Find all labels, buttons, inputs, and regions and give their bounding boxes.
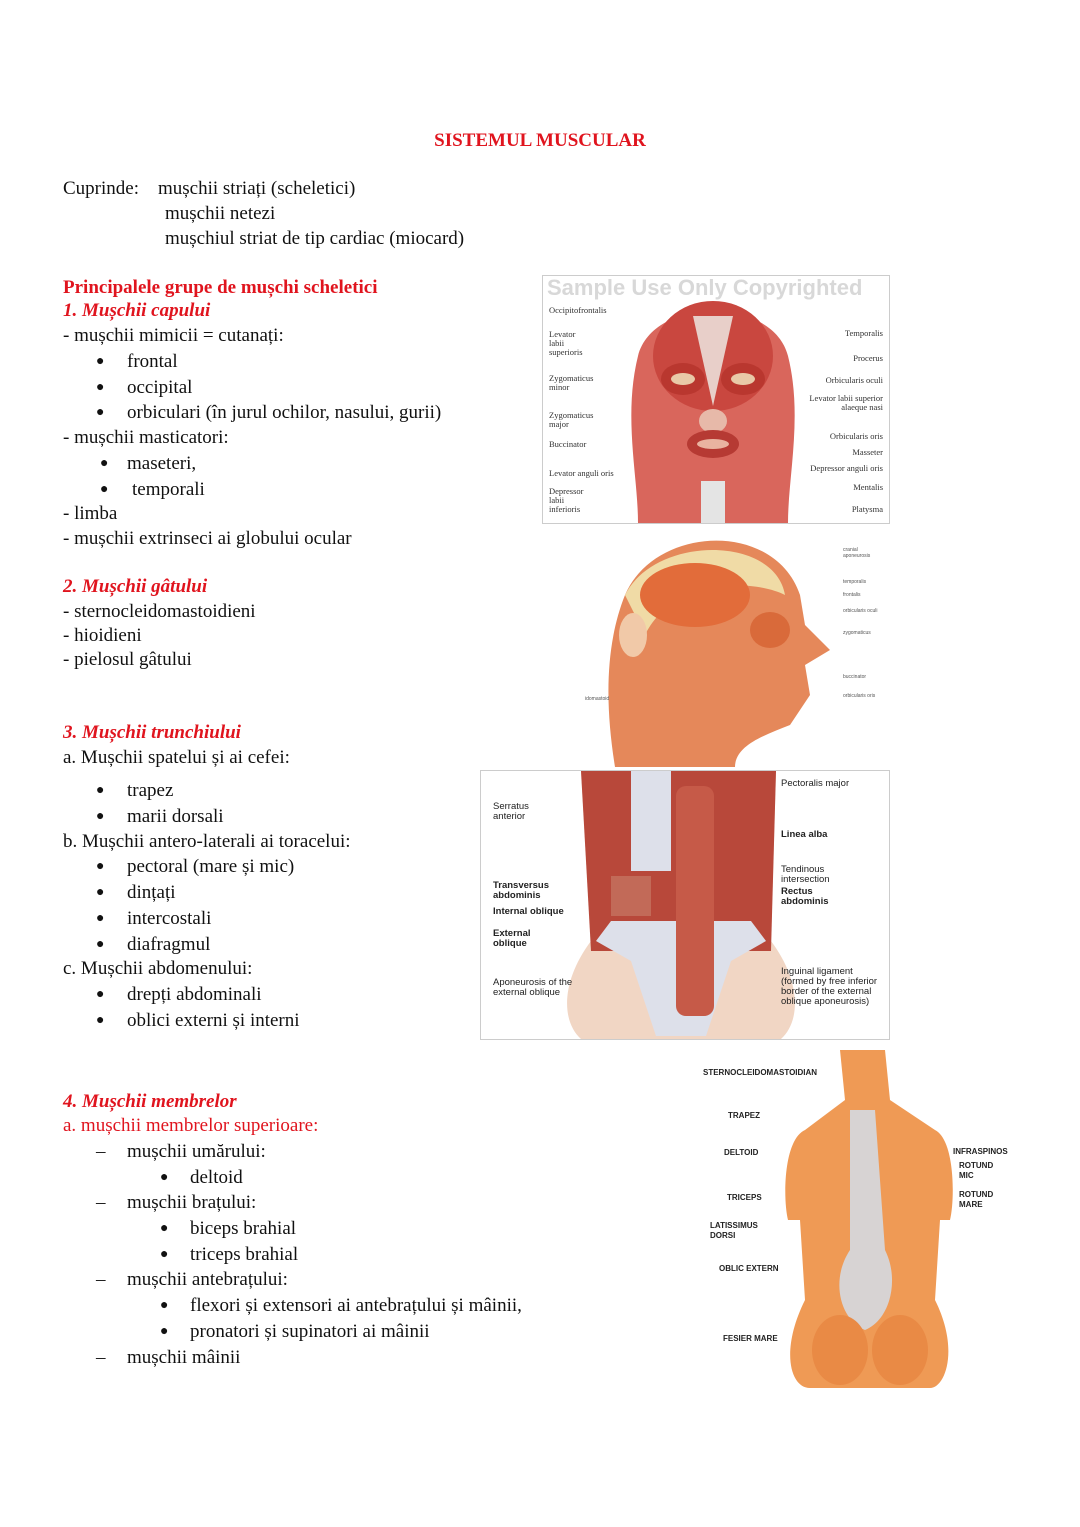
list-heading: - mușchii masticatori: — [63, 427, 229, 448]
figure-label: INFRASPINOS — [953, 1147, 1008, 1156]
face-muscles-figure — [542, 275, 890, 524]
figure-label: STERNOCLEIDOMASTOIDIAN — [703, 1068, 818, 1077]
list-item: - mușchii extrinseci ai globului ocular — [63, 528, 352, 549]
figure-label: Depressor labii inferioris — [549, 486, 584, 514]
dash-icon: – — [96, 1192, 106, 1213]
bullet-icon: ● — [96, 987, 105, 1002]
head-side-figure — [585, 525, 890, 767]
figure-label: Platysma — [851, 504, 883, 514]
figure-label: Zygomaticus major — [549, 410, 594, 429]
bullet-icon: ● — [160, 1324, 169, 1339]
back-muscles-figure — [700, 1050, 1030, 1388]
figure-label: TRAPEZ — [728, 1111, 760, 1120]
list-item: occipital — [127, 377, 193, 398]
figure-label: Mentalis — [853, 482, 883, 492]
section-heading: 3. Mușchii trunchiului — [63, 722, 241, 743]
dash-icon: – — [96, 1269, 106, 1290]
bullet-icon: ● — [160, 1221, 169, 1236]
figure-label: Levator anguli oris — [549, 468, 614, 478]
list-item: - hioidieni — [63, 625, 142, 646]
bullet-icon: ● — [96, 405, 105, 420]
bullet-icon: ● — [96, 937, 105, 952]
figure-label: OBLIC EXTERN — [719, 1264, 779, 1273]
figure-label: Tendinous intersection — [781, 864, 830, 885]
bullet-icon: ● — [160, 1298, 169, 1313]
figure-label: Rectus abdominis — [781, 886, 829, 907]
bullet-icon: ● — [96, 380, 105, 395]
list-item: mușchii mâinii — [127, 1347, 241, 1368]
figure-label: DELTOID — [724, 1148, 759, 1157]
figure-label: Transversus abdominis — [493, 880, 549, 901]
figure-label: orbicularis oculi — [843, 608, 878, 614]
list-item: dințați — [127, 882, 176, 903]
list-item: - pielosul gâtului — [63, 649, 192, 670]
bullet-icon: ● — [96, 1013, 105, 1028]
list-item: deltoid — [190, 1167, 243, 1188]
abdomen-muscles-figure — [480, 770, 890, 1040]
figure-label: Linea alba — [781, 829, 828, 840]
bullet-icon: ● — [160, 1247, 169, 1262]
list-item: triceps brahial — [190, 1244, 299, 1265]
list-item: mușchii brațului: — [127, 1192, 257, 1213]
figure-label: ROTUND MIC — [959, 1161, 994, 1180]
bullet-icon: ● — [96, 809, 105, 824]
intro-item: mușchiul striat de tip cardiac (miocard) — [165, 228, 465, 249]
list-item: pronatori și supinatori ai mâinii — [190, 1321, 430, 1342]
figure-label: Depressor anguli oris — [810, 463, 883, 473]
intro-item: mușchii striați (scheletici) — [158, 178, 356, 199]
list-item: - limba — [63, 503, 118, 524]
list-item: marii dorsali — [127, 806, 224, 827]
list-item: biceps brahial — [190, 1218, 297, 1239]
bullet-icon: ● — [100, 456, 109, 471]
list-item: pectoral (mare și mic) — [127, 856, 295, 877]
list-item: drepți abdominali — [127, 984, 262, 1005]
figure-label: Serratus anterior — [493, 801, 529, 822]
figure-label: Pectoralis major — [781, 778, 850, 789]
list-item: mușchii antebrațului: — [127, 1269, 288, 1290]
list-item: mușchii umărului: — [127, 1141, 266, 1162]
figure-label: zygomaticus — [843, 630, 871, 636]
list-item: temporali — [132, 479, 205, 500]
bullet-icon: ● — [160, 1170, 169, 1185]
figure-label: Levator labii superioris — [549, 329, 583, 357]
list-heading: - mușchii mimicii = cutanați: — [63, 325, 284, 346]
list-item: diafragmul — [127, 934, 211, 955]
list-item: orbiculari (în jurul ochilor, nasului, gurii) — [127, 402, 442, 423]
bullet-icon: ● — [96, 859, 105, 874]
figure-label: Orbicularis oculi — [825, 375, 883, 385]
figure-label: Zygomaticus minor — [549, 373, 594, 392]
figure-label: Inguinal ligament (formed by free inferior border of the external oblique aponeurosis) — [781, 966, 878, 1007]
figure-label: orbicularis oris — [843, 693, 876, 699]
section-heading: 1. Mușchii capului — [63, 300, 211, 321]
bullet-icon: ● — [100, 482, 109, 497]
figure-label: idomastoid — [585, 696, 610, 702]
figure-label: Levator labii superior alaeque nasi — [809, 393, 883, 412]
list-item: oblici externi și interni — [127, 1010, 300, 1031]
bullet-icon: ● — [96, 354, 105, 369]
figure-label: FESIER MARE — [723, 1334, 778, 1343]
figure-label: ROTUND MARE — [959, 1190, 994, 1209]
figure-label: External oblique — [493, 928, 531, 949]
section-heading: 2. Mușchii gâtului — [63, 576, 208, 597]
figure-label: buccinator — [843, 674, 867, 680]
figure-label: Procerus — [853, 353, 883, 363]
bullet-icon: ● — [96, 783, 105, 798]
list-item: - sternocleidomastoidieni — [63, 601, 256, 622]
list-heading: c. Mușchii abdomenului: — [63, 958, 253, 979]
figure-label: cranial aponeurosis — [843, 547, 871, 559]
figure-label: LATISSIMUS DORSI — [710, 1221, 758, 1240]
figure-label: Masseter — [852, 447, 883, 457]
bullet-icon: ● — [96, 885, 105, 900]
dash-icon: – — [96, 1347, 106, 1368]
list-item: intercostali — [127, 908, 212, 929]
bullet-icon: ● — [96, 911, 105, 926]
intro-item: mușchii netezi — [165, 203, 276, 224]
figure-label: Aponeurosis of the external oblique — [493, 977, 573, 998]
section-heading: 4. Mușchii membrelor — [63, 1091, 237, 1112]
dash-icon: – — [96, 1141, 106, 1162]
list-item: frontal — [127, 351, 178, 372]
list-heading: b. Mușchii antero-laterali ai toracelui: — [63, 831, 351, 852]
list-item: maseteri, — [127, 453, 197, 474]
page-title: SISTEMUL MUSCULAR — [434, 130, 646, 151]
watermark: Sample Use Only Copyrighted — [547, 275, 863, 300]
figure-label: Orbicularis oris — [829, 431, 883, 441]
figure-label: temporalis — [843, 579, 867, 585]
list-heading: a. Mușchii spatelui și ai cefei: — [63, 747, 290, 768]
figure-label: Buccinator — [549, 439, 587, 449]
figure-label: frontalis — [843, 592, 861, 598]
list-heading: a. mușchii membrelor superioare: — [63, 1115, 319, 1136]
figure-label: Temporalis — [844, 328, 883, 338]
figure-label: TRICEPS — [727, 1193, 762, 1202]
list-item: flexori și extensori ai antebrațului și mâinii, — [190, 1295, 522, 1316]
list-item: trapez — [127, 780, 174, 801]
section-heading: Principalele grupe de mușchi scheletici — [63, 277, 378, 298]
head-side-illustration — [585, 525, 890, 767]
figure-label: Occipitofrontalis — [549, 305, 607, 315]
intro-label: Cuprinde: — [63, 178, 139, 199]
figure-label: Internal oblique — [493, 906, 564, 917]
